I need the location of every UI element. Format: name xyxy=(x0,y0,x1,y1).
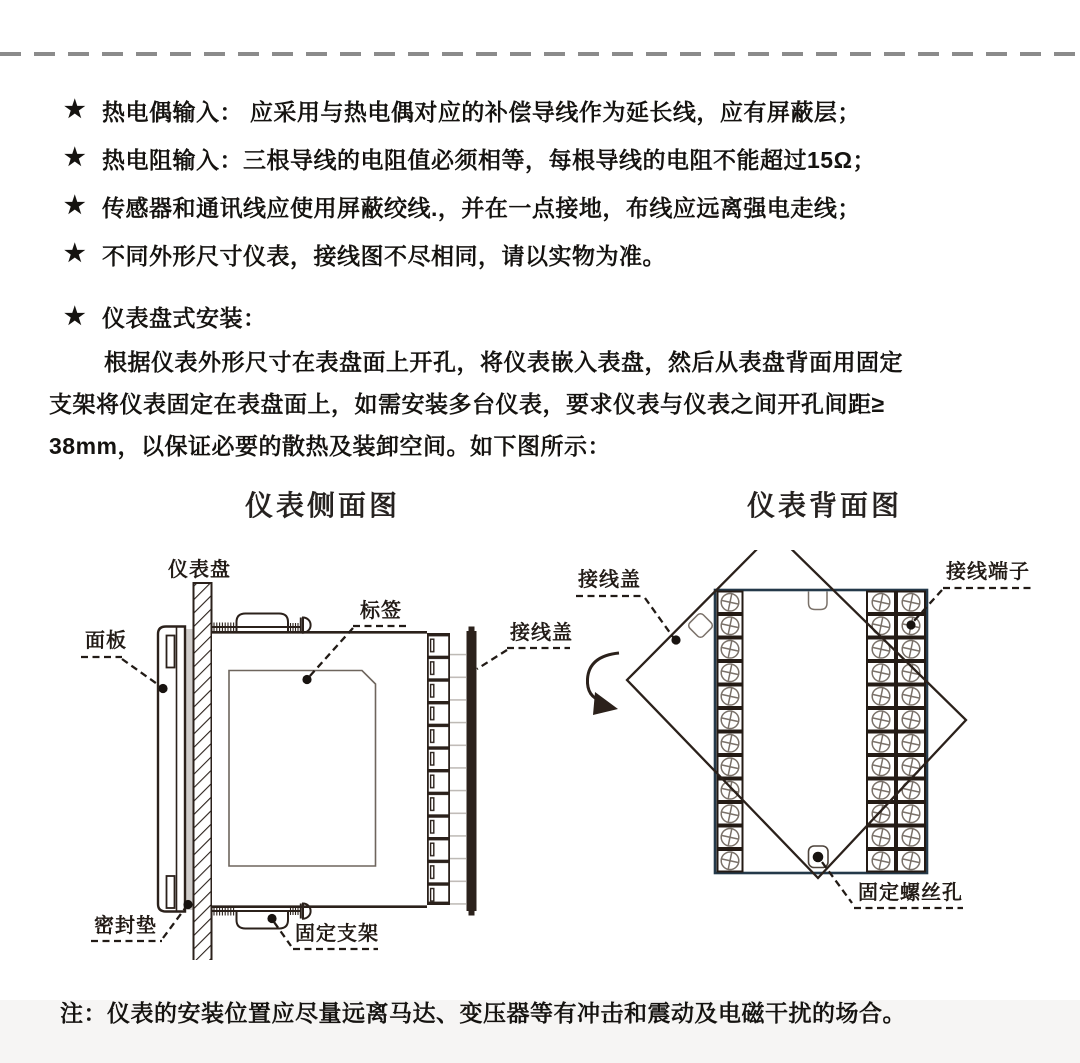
terminal-columns-right xyxy=(866,591,926,873)
instrument-side-view-diagram xyxy=(55,545,580,960)
top-notch xyxy=(809,592,828,610)
back-view-figure-title: 仪表背面图 xyxy=(747,491,903,522)
section-panel-mount-install xyxy=(64,300,267,333)
bullet-item-dimensions xyxy=(64,241,876,267)
bullet-text: 传感器和通讯线应使用屏蔽绞线.，并在一点接地，布线应远离强电走线； xyxy=(102,194,861,221)
bullet-item-sensor-wiring xyxy=(64,193,876,219)
bullet-item-thermocouple xyxy=(64,97,876,123)
panel-wall-hatched xyxy=(194,583,212,960)
bullet-text: 热电阻输入：三根导线的电阻值必须相等，每根导线的电阻不能超过15Ω； xyxy=(102,146,877,173)
label-terminals: 接线端子 xyxy=(946,561,1030,583)
label-sticker: 标签 xyxy=(360,600,402,622)
label-sticker-shape xyxy=(229,671,376,867)
warning-bullet-list xyxy=(64,97,876,289)
bullet-text: 热电偶输入： 应采用与热电偶对应的补偿导线作为延长线，应有屏蔽层； xyxy=(102,98,861,125)
leader-line xyxy=(477,650,507,669)
terminal-cover-bar xyxy=(467,627,477,916)
star-bullet-icon: ★ xyxy=(64,192,87,219)
label-gasket: 密封垫 xyxy=(94,915,157,937)
page-top-dashed-divider xyxy=(0,52,1080,56)
leader-anchor-dot xyxy=(302,675,311,684)
star-bullet-icon: ★ xyxy=(64,302,87,330)
terminal-column-left xyxy=(717,591,744,873)
screw-head xyxy=(301,618,311,633)
side-view-figure-title: 仪表侧面图 xyxy=(245,491,401,522)
label-terminal-cover: 接线盖 xyxy=(510,622,573,644)
label-screw-hole: 固定螺丝孔 xyxy=(858,882,963,904)
section-title: 仪表盘式安装： xyxy=(102,305,267,331)
bullet-item-rtd xyxy=(64,145,876,171)
leader-anchor-dot xyxy=(906,620,915,629)
leader-line xyxy=(274,922,291,946)
bracket-leader-anchor-dot xyxy=(267,914,276,923)
instrument-back-view-diagram xyxy=(575,550,1080,920)
terminal-block-side xyxy=(427,633,466,905)
paragraph-line: 支架将仪表固定在表盘面上，如需安装多台仪表，要求仪表与仪表之间开孔间距≥ xyxy=(49,391,885,417)
label-bracket: 固定支架 xyxy=(295,923,379,945)
leader-anchor-dot xyxy=(671,635,680,644)
star-bullet-icon: ★ xyxy=(64,240,87,267)
top-mounting-bracket xyxy=(212,614,311,633)
paragraph-line: 根据仪表外形尺寸在表盘面上开孔，将仪表嵌入表盘，然后从表盘背面用固定 xyxy=(104,349,903,375)
leader-line xyxy=(645,598,673,637)
bullet-text: 不同外形尺寸仪表，接线图不尽相同，请以实物为准。 xyxy=(102,242,667,269)
front-panel-bezel xyxy=(158,627,185,912)
installation-paragraph xyxy=(49,341,1049,467)
label-front-panel: 面板 xyxy=(85,630,127,652)
leader-anchor-dot xyxy=(183,900,192,909)
bottom-note: 注：仪表的安装位置应尽量远离马达、变压器等有冲击和震动及电磁干扰的场合。 xyxy=(60,1000,906,1026)
star-bullet-icon: ★ xyxy=(64,144,87,171)
label-panel: 仪表盘 xyxy=(168,559,231,581)
rotation-arrow xyxy=(587,653,619,715)
paragraph-line: 38mm，以保证必要的散热及装卸空间。如下图所示： xyxy=(49,433,611,459)
label-terminal-cover: 接线盖 xyxy=(578,569,641,591)
star-bullet-icon: ★ xyxy=(64,96,87,123)
leader-anchor-dot xyxy=(158,684,167,693)
leader-line xyxy=(122,659,160,686)
